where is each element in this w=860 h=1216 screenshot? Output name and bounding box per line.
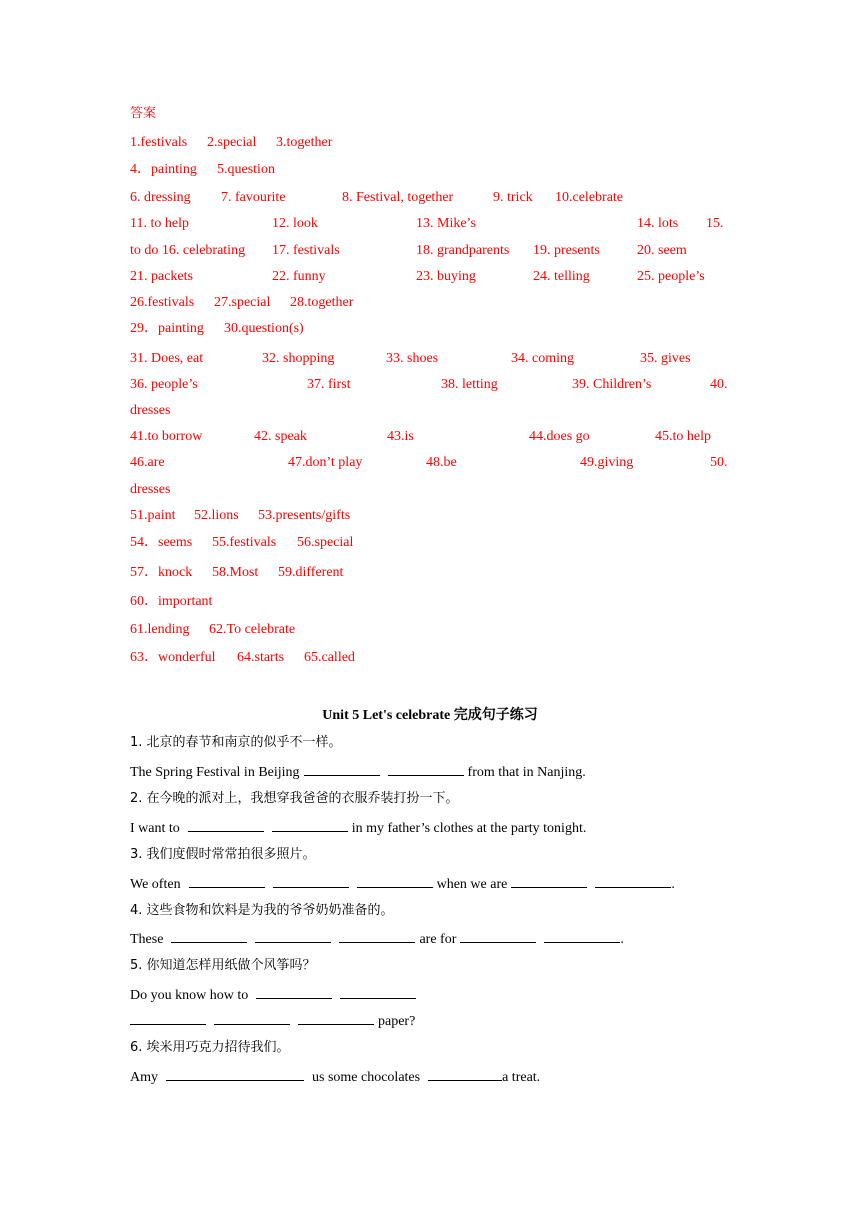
answer-item: 21. packets xyxy=(130,269,193,284)
answer-item: 54．seems xyxy=(130,535,193,550)
question-6-english xyxy=(130,1066,540,1088)
sentence-text: . xyxy=(671,877,675,892)
answer-item: 64.starts xyxy=(237,650,285,665)
answer-item: 42. speak xyxy=(254,429,307,444)
exercise-title: Unit 5 Let's celebrate 完成句子练习 xyxy=(322,708,538,723)
answer-item: 46.are xyxy=(130,455,165,470)
answer-item: 15. xyxy=(706,216,724,231)
sentence-text: . xyxy=(620,932,624,947)
answer-blank[interactable] xyxy=(171,928,247,943)
answer-item: 61.lending xyxy=(130,622,190,637)
answer-item: dresses xyxy=(130,482,171,497)
sentence-text: are for xyxy=(419,932,457,947)
answer-item: 56.special xyxy=(297,535,354,550)
answer-item: 3.together xyxy=(276,135,333,150)
answer-blank[interactable] xyxy=(544,928,620,943)
question-5-english-continued xyxy=(130,1010,415,1032)
answer-blank[interactable] xyxy=(339,928,415,943)
answer-item: 35. gives xyxy=(640,351,691,366)
sentence-text: The Spring Festival in Beijing xyxy=(130,765,300,780)
answer-item: 39. Children’s xyxy=(572,377,652,392)
question-3-english xyxy=(130,873,675,895)
sentence-text: These xyxy=(130,932,164,947)
answer-blank[interactable] xyxy=(428,1066,502,1081)
answer-item: 34. coming xyxy=(511,351,574,366)
answer-item: 48.be xyxy=(426,455,457,470)
answer-item: 49.giving xyxy=(580,455,634,470)
answer-item: 25. people’s xyxy=(637,269,705,284)
answer-item: 20. seem xyxy=(637,243,687,258)
question-4-english xyxy=(130,928,624,950)
answer-blank[interactable] xyxy=(304,761,380,776)
answer-item: 65.called xyxy=(304,650,355,665)
answer-item: 55.festivals xyxy=(212,535,277,550)
sentence-text: a treat. xyxy=(502,1070,541,1085)
answer-blank[interactable] xyxy=(214,1010,290,1025)
question-4-chinese: 4. 这些食物和饮料是为我的爷爷奶奶准备的。 xyxy=(130,903,394,918)
answer-item: dresses xyxy=(130,403,171,418)
question-3-chinese: 3. 我们度假时常常拍很多照片。 xyxy=(130,847,316,862)
answer-item: 7. favourite xyxy=(221,190,286,205)
answer-item: 30.question(s) xyxy=(224,321,304,336)
answer-item: 43.is xyxy=(387,429,414,444)
question-5-chinese: 5. 你知道怎样用纸做个风筝吗？ xyxy=(130,958,316,973)
answer-item: 32. shopping xyxy=(262,351,335,366)
answer-item: 52.lions xyxy=(194,508,239,523)
answer-item: 44.does go xyxy=(529,429,590,444)
answer-item: 59.different xyxy=(278,565,344,580)
answer-item: 5.question xyxy=(217,162,275,177)
answer-blank[interactable] xyxy=(166,1066,304,1081)
answer-blank[interactable] xyxy=(272,817,348,832)
sentence-text: We often xyxy=(130,877,181,892)
answer-item: 28.together xyxy=(290,295,354,310)
answer-item: 37. first xyxy=(307,377,351,392)
answer-item: 31. Does, eat xyxy=(130,351,204,366)
answer-item: 47.don’t play xyxy=(288,455,363,470)
answer-item: 6. dressing xyxy=(130,190,191,205)
answer-item: 24. telling xyxy=(533,269,590,284)
sentence-text: paper? xyxy=(378,1014,416,1029)
answer-item: 13. Mike’s xyxy=(416,216,476,231)
sentence-text: us some chocolates xyxy=(312,1070,421,1085)
question-6-chinese: 6. 埃米用巧克力招待我们。 xyxy=(130,1040,290,1055)
answer-item: 19. presents xyxy=(533,243,600,258)
answer-blank[interactable] xyxy=(595,873,671,888)
sentence-text: from that in Nanjing. xyxy=(467,765,586,780)
answer-item: 23. buying xyxy=(416,269,476,284)
answer-item: 36. people’s xyxy=(130,377,198,392)
question-5-english xyxy=(130,984,420,1006)
answer-blank[interactable] xyxy=(256,984,332,999)
answer-blank[interactable] xyxy=(255,928,331,943)
answer-item: 18. grandparents xyxy=(416,243,510,258)
sentence-text: Amy xyxy=(130,1070,158,1085)
answer-item: 29．painting xyxy=(130,321,204,336)
answer-blank[interactable] xyxy=(273,873,349,888)
answer-item: 53.presents/gifts xyxy=(258,508,351,523)
answer-blank[interactable] xyxy=(388,761,464,776)
answer-blank[interactable] xyxy=(511,873,587,888)
answer-item: 51.paint xyxy=(130,508,176,523)
answer-item: 26.festivals xyxy=(130,295,195,310)
question-1-english xyxy=(130,761,586,783)
answer-item: to do 16. celebrating xyxy=(130,243,246,258)
answer-item: 22. funny xyxy=(272,269,326,284)
answer-item: 8. Festival, together xyxy=(342,190,454,205)
sentence-text: Do you know how to xyxy=(130,988,249,1003)
sentence-text: in my father’s clothes at the party tonight. xyxy=(351,821,587,836)
sentence-text: I want to xyxy=(130,821,180,836)
answer-blank[interactable] xyxy=(189,873,265,888)
answer-item: 10.celebrate xyxy=(555,190,624,205)
answer-item: 1.festivals xyxy=(130,135,188,150)
answer-item: 50. xyxy=(710,455,728,470)
question-1-chinese: 1. 北京的春节和南京的似乎不一样。 xyxy=(130,735,342,750)
answer-item: 60．important xyxy=(130,594,213,609)
answer-item: 41.to borrow xyxy=(130,429,203,444)
answer-item: 11. to help xyxy=(130,216,189,231)
sentence-text: when we are xyxy=(436,877,508,892)
answer-blank[interactable] xyxy=(188,817,264,832)
answer-blank[interactable] xyxy=(130,1010,206,1025)
answer-item: 38. letting xyxy=(441,377,498,392)
answer-blank[interactable] xyxy=(298,1010,374,1025)
answer-item: 17. festivals xyxy=(272,243,340,258)
answer-item: 40. xyxy=(710,377,728,392)
question-2-english xyxy=(130,817,586,839)
answer-item: 2.special xyxy=(207,135,257,150)
answer-item: 57．knock xyxy=(130,565,193,580)
answer-item: 33. shoes xyxy=(386,351,439,366)
answer-item: 62.To celebrate xyxy=(209,622,296,637)
answer-item: 58.Most xyxy=(212,565,259,580)
question-2-chinese: 2. 在今晚的派对上，我想穿我爸爸的衣服乔装打扮一下。 xyxy=(130,791,459,806)
answer-blank[interactable] xyxy=(357,873,433,888)
answer-item: 27.special xyxy=(214,295,271,310)
answer-item: 63．wonderful xyxy=(130,650,216,665)
answer-item: 14. lots xyxy=(637,216,679,231)
answer-item: 45.to help xyxy=(655,429,711,444)
answers-heading: 答案 xyxy=(130,106,157,121)
answer-blank[interactable] xyxy=(340,984,416,999)
answer-item: 12. look xyxy=(272,216,318,231)
answer-blank[interactable] xyxy=(460,928,536,943)
answer-item: 9. trick xyxy=(493,190,533,205)
answer-item: 4．painting xyxy=(130,162,197,177)
